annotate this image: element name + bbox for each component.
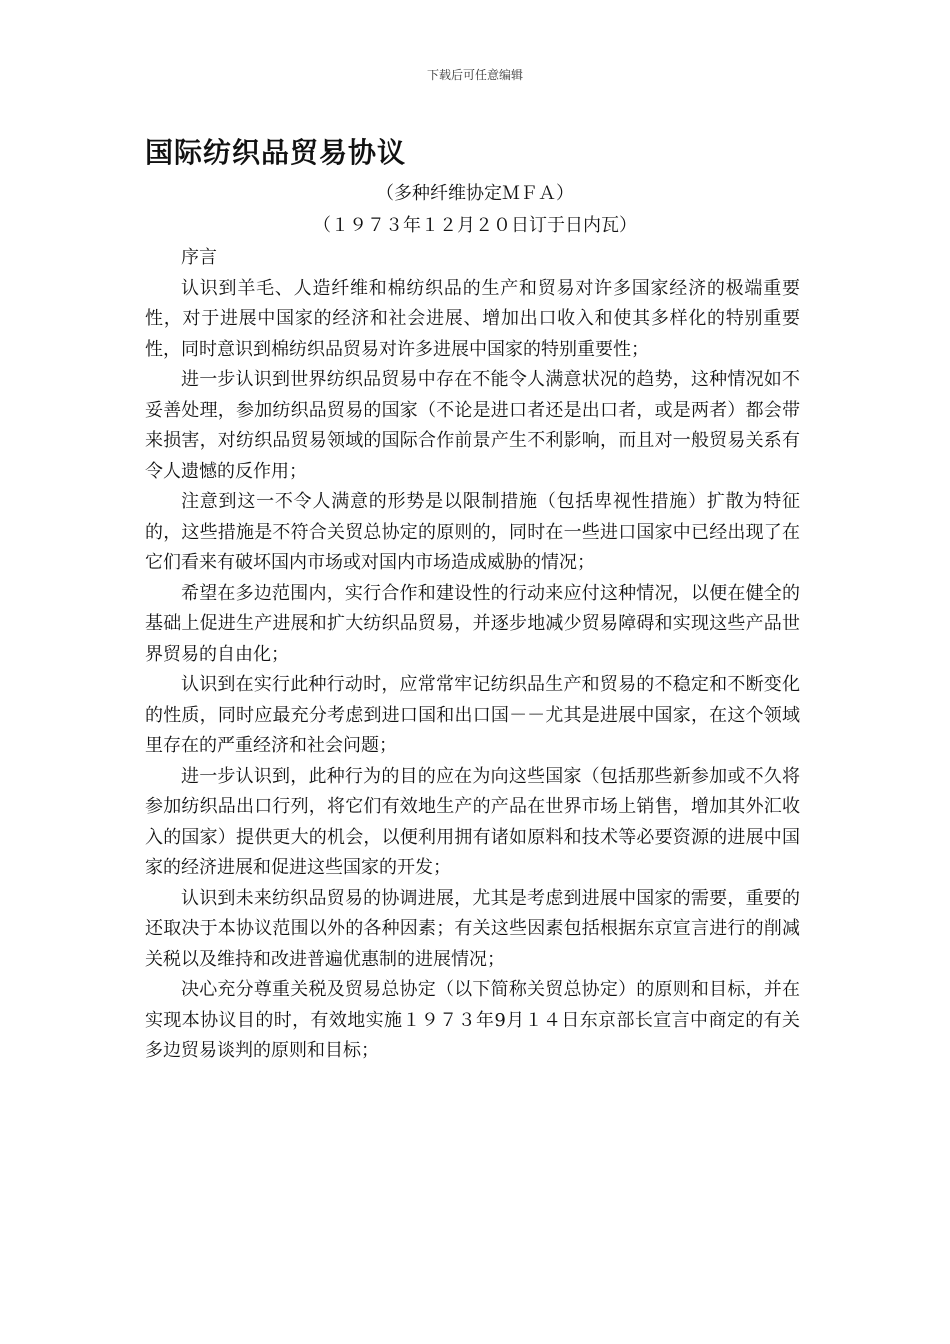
document-body — [145, 243, 800, 1067]
paragraph: 希望在多边范围内，实行合作和建设性的行动来应付这种情况，以便在健全的基础上促进生产进展和扩大纺织品贸易，并逐步地减少贸易障碍和实现这些产品世界贸易的自由化； — [145, 582, 800, 665]
document-subtitle: （多种纤维协定ＭＦＡ） — [376, 183, 574, 204]
section-heading-preamble: 序言 — [181, 247, 217, 268]
paragraph: 进一步认识到世界纺织品贸易中存在不能令人满意状况的趋势，这种情况如不妥善处理，参加纺织品贸易的国家（不论是进口者还是出口者，或是两者）都会带来损害，对纺织品贸易领域的国际合作前景产生不利影响，而且对一般贸易关系有令人遗憾的反作用； — [145, 369, 800, 482]
document-title: 国际纺织品贸易协议 — [145, 136, 407, 169]
paragraph: 进一步认识到，此种行为的目的应在为向这些国家（包括那些新参加或不久将参加纺织品出口行列，将它们有效地生产的产品在世界市场上销售，增加其外汇收入的国家）提供更大的机会，以便利用拥有诸如原料和技术等必要资源的进展中国家的经济进展和促进这些国家的开发； — [145, 765, 800, 878]
document-date: （１９７３年１２月２０日订于日内瓦） — [313, 215, 637, 236]
paragraph: 决心充分尊重关税及贸易总协定（以下简称关贸总协定）的原则和目标，并在实现本协议目的时，有效地实施１９７３年9月１４日东京部长宣言中商定的有关多边贸易谈判的原则和目标； — [145, 979, 800, 1061]
paragraph: 认识到在实行此种行动时，应常常牢记纺织品生产和贸易的不稳定和不断变化的性质，同时应最充分考虑到进口国和出口国－－尤其是进展中国家，在这个领域里存在的严重经济和社会问题； — [145, 674, 800, 756]
header-note: 下载后可任意编辑 — [426, 68, 523, 82]
paragraph: 注意到这一不令人满意的形势是以限制措施（包括卑视性措施）扩散为特征的，这些措施是不符合关贸总协定的原则的，同时在一些进口国家中已经出现了在它们看来有破坏国内市场或对国内市场造成威胁的情况； — [145, 491, 800, 573]
paragraph: 认识到羊毛、人造纤维和棉纺织品的生产和贸易对许多国家经济的极端重要性，对于进展中国家的经济和社会进展、增加出口收入和使其多样化的特别重要性，同时意识到棉纺织品贸易对许多进展中国家的特别重要性； — [145, 277, 800, 360]
paragraph: 认识到未来纺织品贸易的协调进展，尤其是考虑到进展中国家的需要，重要的还取决于本协议范围以外的各种因素；有关这些因素包括根据东京宣言进行的削减关税以及维持和改进普遍优惠制的进展情况； — [145, 887, 800, 970]
